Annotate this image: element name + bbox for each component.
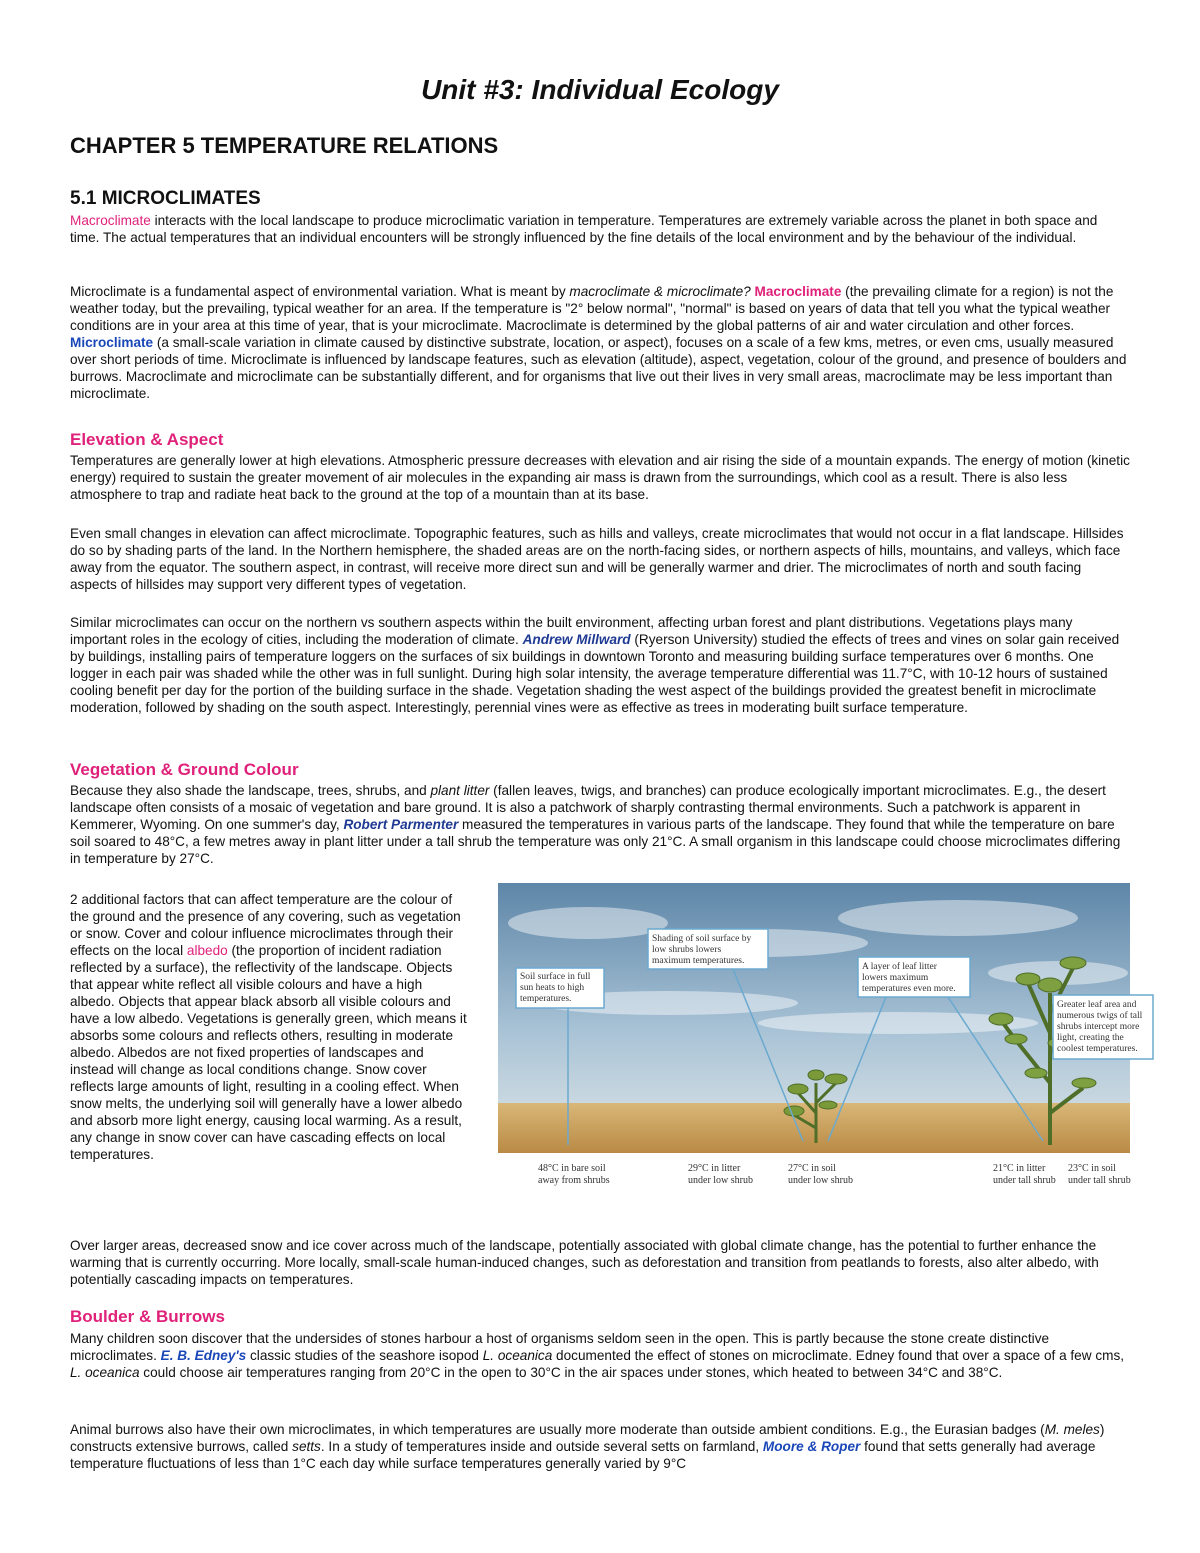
term-microclimate: Microclimate — [70, 335, 154, 350]
unit-title: Unit #3: Individual Ecology — [421, 74, 779, 105]
species-name: L. oceanica — [482, 1348, 553, 1363]
callout-soil-line-3: temperatures. — [520, 994, 572, 1004]
label-29-line-2: under low shrub — [688, 1175, 753, 1186]
text-segment: 2 additional factors that can affect temperature are the colour of the ground and the presence of any covering, such as vegetation or snow. Cover and colour influence microclimates through their effects on the local — [70, 892, 461, 958]
temperature-labels — [538, 1163, 1131, 1186]
callout-shading-line-2: low shrubs lowers — [652, 945, 722, 955]
text-segment: Because they also shade the landscape, trees, shrubs, and — [70, 783, 431, 798]
text-segment: Many children soon discover that the undersides of stones harbour a host of organisms seldom seen in the open. This is partly because the stone create distinctive microclimates. — [70, 1331, 1050, 1363]
albedo-paragraph — [70, 891, 470, 1163]
callout-shading-line-1: Shading of soil surface by — [652, 934, 752, 944]
label-21-line-2: under tall shrub — [993, 1175, 1056, 1186]
callout-leaf-line-5: coolest temperatures. — [1057, 1044, 1138, 1054]
term-albedo: albedo — [186, 943, 228, 958]
callout-litter-line-3: temperatures even more. — [862, 984, 956, 994]
text-segment: (the prevailing climate for a region) is not the weather today, but the prevailing, typical weather for an area. If the temperature is "2° below normal", "normal" is based on years of data that tell you what the typical weather conditions are in your area at this time of year, that is your microclimate. Macroclimate is determined by the global patterns of air and water circulation and other forces. — [70, 284, 1114, 333]
author-moore: Moore — [762, 1439, 804, 1454]
vegetation-paragraph — [70, 782, 1130, 867]
label-29-line-1: 29°C in litter — [688, 1163, 741, 1174]
text-segment: measured the temperatures in various parts of the landscape. They found that while the temperature on bare soil soared to 48°C, a few metres away in plant litter under a tall shrub the temperature was only 21°C. A small organism in this landscape could choose microclimates differing in temperature by 27°C. — [70, 817, 1121, 866]
label-27-line-1: 27°C in soil — [788, 1163, 836, 1174]
italic-plant-litter: plant litter — [430, 783, 490, 798]
chapter-title: CHAPTER 5 TEMPERATURE RELATIONS — [70, 133, 499, 158]
text-segment: classic studies of the seashore isopod — [246, 1348, 483, 1363]
author-roper: Roper — [821, 1439, 861, 1454]
text-segment: Similar microclimates can occur on the northern vs southern aspects within the built environment, affecting urban forest and plant distributions. Vegetations plays many important roles in the ecology of cities, including the moderation of climate. — [70, 615, 1073, 647]
author-parmenter: Robert Parmenter — [343, 817, 459, 832]
author-edney: E. B. Edney's — [160, 1348, 247, 1363]
text-segment: found that setts generally had average temperature fluctuations of less than 1°C each day while surface temperatures generally varied by 9°C — [70, 1439, 1096, 1471]
text-segment: Animal burrows also have their own microclimates, in which temperatures are usually more moderate than outside ambient conditions. E.g., the Eurasian badges ( — [70, 1422, 1045, 1437]
species-name: M. meles — [1044, 1422, 1100, 1437]
term-setts: setts — [292, 1439, 321, 1454]
text-segment: (the proportion of incident radiation reflected by a surface), the reflectivity of the landscape. Objects that appear white reflect all visible colours and have a high albedo. Objects that appear black absorb all visible colours and have a low albedo. Vegetations is generally green, which means it absorbs some colours and reflects others, resulting in moderate albedo. Albedos are not fixed properties of landscapes and instead will change as local conditions change. Snow cover reflects large amounts of light, resulting in a cooling effect. When snow melts, the underlying soil will generally have a lower albedo and absorb more light energy, causing local warming. As a result, any change in snow cover can have cascading effects on local temperatures. — [70, 943, 467, 1162]
callout-litter-line-1: A layer of leaf litter — [862, 962, 937, 972]
label-48-line-2: away from shrubs — [538, 1175, 610, 1186]
callout-litter-line-2: lowers maximum — [862, 973, 929, 983]
heading-elevation-aspect: Elevation & Aspect — [70, 430, 224, 449]
elevation-paragraph-1: Temperatures are generally lower at high elevations. Atmospheric pressure decreases with elevation and air rising the side of a mountain expands. The energy of motion (kinetic energy) required to sustain the greater movement of air molecules in the expanding air mass is drawn from the surroundings, which cool as a result. There is also less atmosphere to trap and radiate heat back to the ground at the top of a mountain than at its base. — [70, 453, 1130, 502]
callout-shading-line-3: maximum temperatures. — [652, 956, 745, 966]
albedo-followup-paragraph: Over larger areas, decreased snow and ice cover across much of the landscape, potentially associated with global climate change, has the potential to further enhance the warming that is currently occurring. More locally, small-scale human-induced changes, such as deforestation and transition from peatlands to forests, also alter albedo, with potentially cascading impacts on temperatures. — [70, 1238, 1099, 1287]
italic-question: macroclimate & microclimate? — [569, 284, 751, 299]
text-segment: Microclimate is a fundamental aspect of environmental variation. What is meant by — [70, 284, 570, 299]
label-21-line-1: 21°C in litter — [993, 1163, 1046, 1174]
text-segment: could choose air temperatures ranging from 20°C in the open to 30°C in the air spaces under stones, which heated to between 34°C and 38°C. — [139, 1365, 1003, 1380]
callout-soil-line-1: Soil surface in full — [520, 972, 591, 982]
text-segment: documented the effect of stones on microclimate. Edney found that over a space of a few cms, — [552, 1348, 1125, 1363]
elevation-paragraph-2: Even small changes in elevation can affect microclimate. Topographic features, such as hills and valleys, create microclimates that would not occur in a flat landscape. Hillsides do so by shading parts of the land. In the Northern hemisphere, the shaded areas are on the north-facing sides, or northern aspects of hills, mountains, and valleys, which face away from the equator. The southern aspect, in contrast, will receive more direct sun and will be generally warmer and drier. The microclimates of north and south facing aspects of hillsides may support very different types of vegetation. — [70, 526, 1124, 592]
label-23-line-1: 23°C in soil — [1068, 1163, 1116, 1174]
label-23-line-2: under tall shrub — [1068, 1175, 1131, 1186]
text-segment: . In a study of temperatures inside and outside several setts on farmland, — [320, 1439, 763, 1454]
text-segment: (fallen leaves, twigs, and branches) can produce ecologically important microclimates. E.g., the desert landscape often consists of a mosaic of vegetation and bare ground. It is also a patchwork of sharply contrasting thermal environments. Such a patchwork is apparent in Kemmerer, Wyoming. On one summer's day, — [70, 783, 1106, 832]
boulder-paragraph — [70, 1330, 1130, 1381]
callout-leaf-area — [1053, 995, 1153, 1059]
burrow-paragraph — [70, 1421, 1130, 1472]
callout-leaf-line-4: light, creating the — [1057, 1033, 1124, 1043]
intro-paragraph — [70, 212, 1130, 246]
callout-leaf-line-1: Greater leaf area and — [1057, 1000, 1137, 1010]
microclimate-figure — [498, 883, 1143, 1213]
text-segment: ) constructs extensive burrows, called — [70, 1422, 1105, 1454]
ampersand: & — [803, 1439, 822, 1454]
label-27-line-2: under low shrub — [788, 1175, 853, 1186]
section-title: 5.1 MICROCLIMATES — [70, 188, 261, 209]
heading-vegetation-ground-colour: Vegetation & Ground Colour — [70, 760, 299, 779]
microclimate-paragraph — [70, 283, 1130, 402]
intro-text: interacts with the local landscape to produce microclimatic variation in temperature. Temperatures are extremely variable across the planet in both space and time. The actual temperatures that an individual encounters will be strongly influenced by the fine details of the local environment and by the behaviour of the individual. — [70, 213, 1098, 245]
elevation-paragraph-3 — [70, 614, 1130, 716]
term-macroclimate: Macroclimate — [70, 213, 151, 228]
heading-boulder-burrows: Boulder & Burrows — [70, 1307, 225, 1326]
callout-leaf-line-3: shrubs intercept more — [1057, 1022, 1140, 1032]
callout-leaf-line-2: numerous twigs of tall — [1057, 1011, 1143, 1021]
species-name: L. oceanica — [70, 1365, 140, 1380]
author-millward: Andrew Millward — [522, 632, 631, 647]
text-segment: (Ryerson University) studied the effects of trees and vines on solar gain received by buildings, installing pairs of temperature loggers on the surfaces of six buildings in downtown Toronto and measuring building surface temperatures over 6 months. One logger in each pair was shaded while the other was in full sunlight. During high solar intensity, the average temperature differential was 11.7°C, with 10-12 hours of sustained cooling benefit per day for the portion of the building surface in the shade. Vegetation shading the west aspect of the buildings provided the greatest benefit in microclimate moderation, followed by shading on the south aspect. Interestingly, perennial vines were as effective as trees in moderating built surface temperature. — [70, 632, 1120, 715]
text-segment: (a small-scale variation in climate caused by distinctive substrate, location, or aspect), focuses on a scale of a few kms, metres, or even cms, usually measured over short periods of time. Microclimate is influenced by landscape features, such as elevation (altitude), aspect, vegetation, colour of the ground, and presence of boulders and burrows. Macroclimate and microclimate can be substantially different, and for organisms that live out their lives in very small areas, macroclimate may be less important than microclimate. — [70, 335, 1127, 401]
callout-soil-line-2: sun heats to high — [520, 983, 585, 993]
label-48-line-1: 48°C in bare soil — [538, 1163, 606, 1174]
term-macroclimate-bold: Macroclimate — [754, 284, 842, 299]
